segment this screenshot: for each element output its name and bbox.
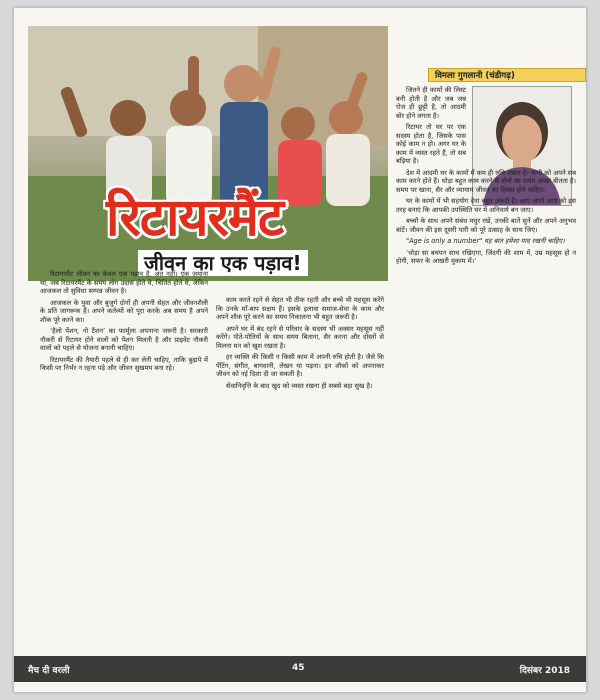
page-number: 45 xyxy=(292,663,305,673)
paragraph: जितने ही कामों की लिस्ट बनी होती है और जब जब रोज ही छुट्टी है, तो आदमी बोर होने लगता है। xyxy=(396,86,466,120)
page-footer xyxy=(14,656,586,682)
paragraph: काम करते रहने से सेहत भी ठीक रहती और बच्चे भी महसूस करेंगे कि उनके माँ-बाप सक्षम हैं। इसके इलावा समाज-सेवा के काम और अपने शौक पूरे करने का समय निकालना भी बहुत जरूरी है। xyxy=(216,296,384,321)
magazine-page xyxy=(14,8,586,692)
text-column-1 xyxy=(40,270,208,644)
author-byline: विमला गुगलानी (चंडीगढ़) xyxy=(428,68,586,82)
paragraph: ‘हैलो पेंशन, नो टैंशन’ का फार्मूला अपनाना जरूरी है। सरकारी नौकरी से रिटायर होने वालों को पेंशन मिलती है और प्राइवेट नौकरी वालों को पहले से योजना बनानी चाहिए। xyxy=(40,327,208,352)
magazine-name: मैच दी वरली xyxy=(28,666,70,676)
paragraph: बच्चों के साथ अपने संबंध मधुर रखें, उनकी बातें सुनें और अपने अनुभव बांटें। जीवन की इस दूसरी पारी को पूरे उत्साह के साथ जिएं। xyxy=(396,217,576,234)
paragraph: रिटायरमैंट जीवन का केवल एक पड़ाव है, अंत नहीं। एक जमाना था, जब रिटायरमैंट के समय लोग उदास होते थे, चिंतित होते थे, लेकिन आजकल तो सुविधा सम्पन्न जीवन है। xyxy=(40,270,208,295)
paragraph: हर व्यक्ति की किसी न किसी काम में अपनी रुचि होती है। जैसे कि पेंटिंग, संगीत, बागवानी, लेखन या पढ़ना। इन शौकों को अपनाकर जीवन को नई दिशा दी जा सकती है। xyxy=(216,353,384,378)
paragraph: देश में आदमी घर के कामों में कम ही रुचि रखता है। पत्नी को अपने सब काम करने होते हैं। थोड़ा बहुत काम करने से दोनों का समय अच्छा बीतता है। समय पर खाना, सैर और व्यायाम जीवन का हिस्सा होने चाहिए। xyxy=(396,168,576,194)
closing-couplet: ‘थोड़ा सा बचपन साथ रखिएगा, जिंदगी की शाम में, उम्र महसूस हो न होगी, सफर के आखरी मुकाम में।’ xyxy=(396,248,576,265)
article-title: रिटायरमैंट xyxy=(106,188,284,248)
text-column-2 xyxy=(216,296,384,644)
paragraph: आजकल के युवा और बुजुर्ग दोनों ही अपनी सेहत और जीवनशैली के प्रति जागरूक हैं। अपने कर्तव्यों को पूरा करके अब समय है अपने शौक पूरे करने का। xyxy=(40,298,208,324)
paragraph: अपने घर में बंद रहने से परिवार के सदस्य भी अक्सर महसूस नहीं करेंगे। पोते-पोतियों के साथ समय बिताना, सैर करना और दोस्तों से मिलना मन को खुश रखता है। xyxy=(216,324,384,350)
issue-date: दिसंबर 2018 xyxy=(519,666,570,676)
text-column-3 xyxy=(396,86,576,644)
paragraph: घर के कामों में भी सहयोग देना बहुत जरूरी है। आप अपने आप को इस तरह बनाएं कि आपकी उपस्थिति घर में अनिवार्य बन जाए। xyxy=(396,197,576,214)
paragraph: रिटायर तो घर पर एक सदस्य होता है, जिसके पास कोई काम न हो। अगर घर के काम में व्यस्त रहते हैं, तो सब बढ़िया है। xyxy=(396,123,466,165)
paragraph: सेवानिवृत्ति के बाद खुद को व्यस्त रखना ही सबसे बड़ा सुख है। xyxy=(226,381,373,390)
quote-english: "Age is only a number" यह बात हमेशा याद रखनी चाहिए। xyxy=(406,237,565,245)
article-subtitle: जीवन का एक पड़ाव! xyxy=(138,250,308,276)
paragraph: रिटायरमैंट की तैयारी पहले से ही कर लेनी चाहिए, ताकि बुढ़ापे में किसी पर निर्भर न रहना पड़े और जीवन सुखमय बना रहे। xyxy=(40,355,208,372)
